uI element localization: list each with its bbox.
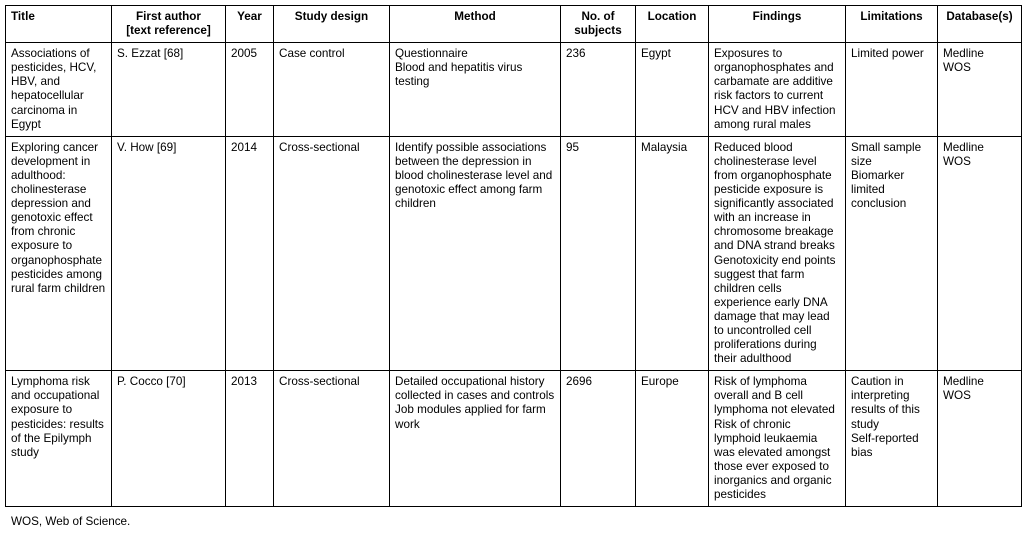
cell-first-author: V. How [69] <box>112 136 226 371</box>
cell-line: Medline <box>943 47 984 61</box>
column-header-title: Title <box>6 6 112 43</box>
cell-method <box>390 43 561 137</box>
cell-first-author: P. Cocco [70] <box>112 371 226 507</box>
table-row <box>6 371 1022 507</box>
cell-first-author: S. Ezzat [68] <box>112 43 226 137</box>
cell-study-design: Case control <box>274 43 390 137</box>
cell-limitations <box>846 136 938 371</box>
column-header-study-design: Study design <box>274 6 390 43</box>
cell-location: Egypt <box>636 43 709 137</box>
cell-line: WOS <box>943 61 971 75</box>
cell-findings <box>709 371 846 507</box>
cell-line: Risk of lymphoma overall and B cell lymphoma not elevated <box>714 375 835 417</box>
studies-table <box>5 5 1022 507</box>
cell-line: WOS <box>943 389 971 403</box>
cell-line: Detailed occupational history collected in cases and controls <box>395 375 555 403</box>
column-header-first-author-line2: [text reference] <box>126 24 211 38</box>
cell-no-of-subjects: 2696 <box>561 371 636 507</box>
cell-title: Associations of pesticides, HCV, HBV, and hepatocellular carcinoma in Egypt <box>6 43 112 137</box>
cell-year: 2013 <box>226 371 274 507</box>
cell-line: Questionnaire <box>395 47 468 61</box>
cell-location: Europe <box>636 371 709 507</box>
cell-line: Limited power <box>851 47 924 61</box>
header-row <box>6 6 1022 43</box>
column-header-first-author-line1: First author <box>136 10 201 23</box>
cell-title: Exploring cancer development in adulthood: cholinesterase depression and genotoxic effect from chronic exposure to organophosphate pesticides among rural farm children <box>6 136 112 371</box>
cell-study-design: Cross-sectional <box>274 136 390 371</box>
column-header-year: Year <box>226 6 274 43</box>
cell-line: Blood and hepatitis virus testing <box>395 61 523 89</box>
cell-study-design: Cross-sectional <box>274 371 390 507</box>
column-header-limitations: Limitations <box>846 6 938 43</box>
cell-year: 2014 <box>226 136 274 371</box>
cell-line: Job modules applied for farm work <box>395 403 546 431</box>
cell-line: Identify possible associations between the depression in blood cholinesterase level and genotoxic effect among farm children <box>395 140 553 211</box>
cell-method <box>390 136 561 371</box>
column-header-first-author <box>112 6 226 43</box>
cell-databases <box>938 136 1022 371</box>
cell-title: Lymphoma risk and occupational exposure to pesticides: results of the Epilymph study <box>6 371 112 507</box>
cell-line: Medline <box>943 140 984 154</box>
column-header-method: Method <box>390 6 561 43</box>
cell-line: Genotoxicity end points suggest that farm children cells experience early DNA damage that may lead to uncontrolled cell proliferations during their adulthood <box>714 253 836 366</box>
cell-line: Biomarker limited conclusion <box>851 168 907 211</box>
cell-databases <box>938 371 1022 507</box>
cell-line: Reduced blood cholinesterase level from organophosphate pesticide exposure is significantly associated with an increase in chromosome breakage and DNA strand breaks <box>714 140 835 253</box>
cell-line: Exposures to organophosphates and carbamate are additive risk factors to current HCV and HBV infection among rural males <box>714 47 836 131</box>
cell-findings <box>709 136 846 371</box>
cell-no-of-subjects: 95 <box>561 136 636 371</box>
column-header-no-of-subjects <box>561 6 636 43</box>
column-header-no-of-subjects-line1: No. of <box>581 10 615 23</box>
column-header-no-of-subjects-line2: subjects <box>574 24 622 38</box>
table-header <box>6 6 1022 43</box>
cell-line: Risk of chronic lymphoid leukaemia was elevated amongst those ever exposed to inorganics and organic pesticides <box>714 417 832 501</box>
column-header-location: Location <box>636 6 709 43</box>
column-header-findings: Findings <box>709 6 846 43</box>
cell-year: 2005 <box>226 43 274 137</box>
table-footnote: WOS, Web of Science. <box>11 515 131 529</box>
column-header-databases: Database(s) <box>938 6 1022 43</box>
cell-location: Malaysia <box>636 136 709 371</box>
cell-line: WOS <box>943 154 971 168</box>
cell-databases <box>938 43 1022 137</box>
cell-line: Self-reported bias <box>851 431 919 459</box>
cell-no-of-subjects: 236 <box>561 43 636 137</box>
cell-limitations <box>846 43 938 137</box>
table-body <box>6 43 1022 507</box>
cell-line: Caution in interpreting results of this study <box>851 375 920 431</box>
cell-method <box>390 371 561 507</box>
table-row <box>6 43 1022 137</box>
cell-findings <box>709 43 846 137</box>
cell-line: Small sample size <box>851 140 922 168</box>
cell-limitations <box>846 371 938 507</box>
cell-line: Medline <box>943 375 984 389</box>
table-row <box>6 136 1022 371</box>
